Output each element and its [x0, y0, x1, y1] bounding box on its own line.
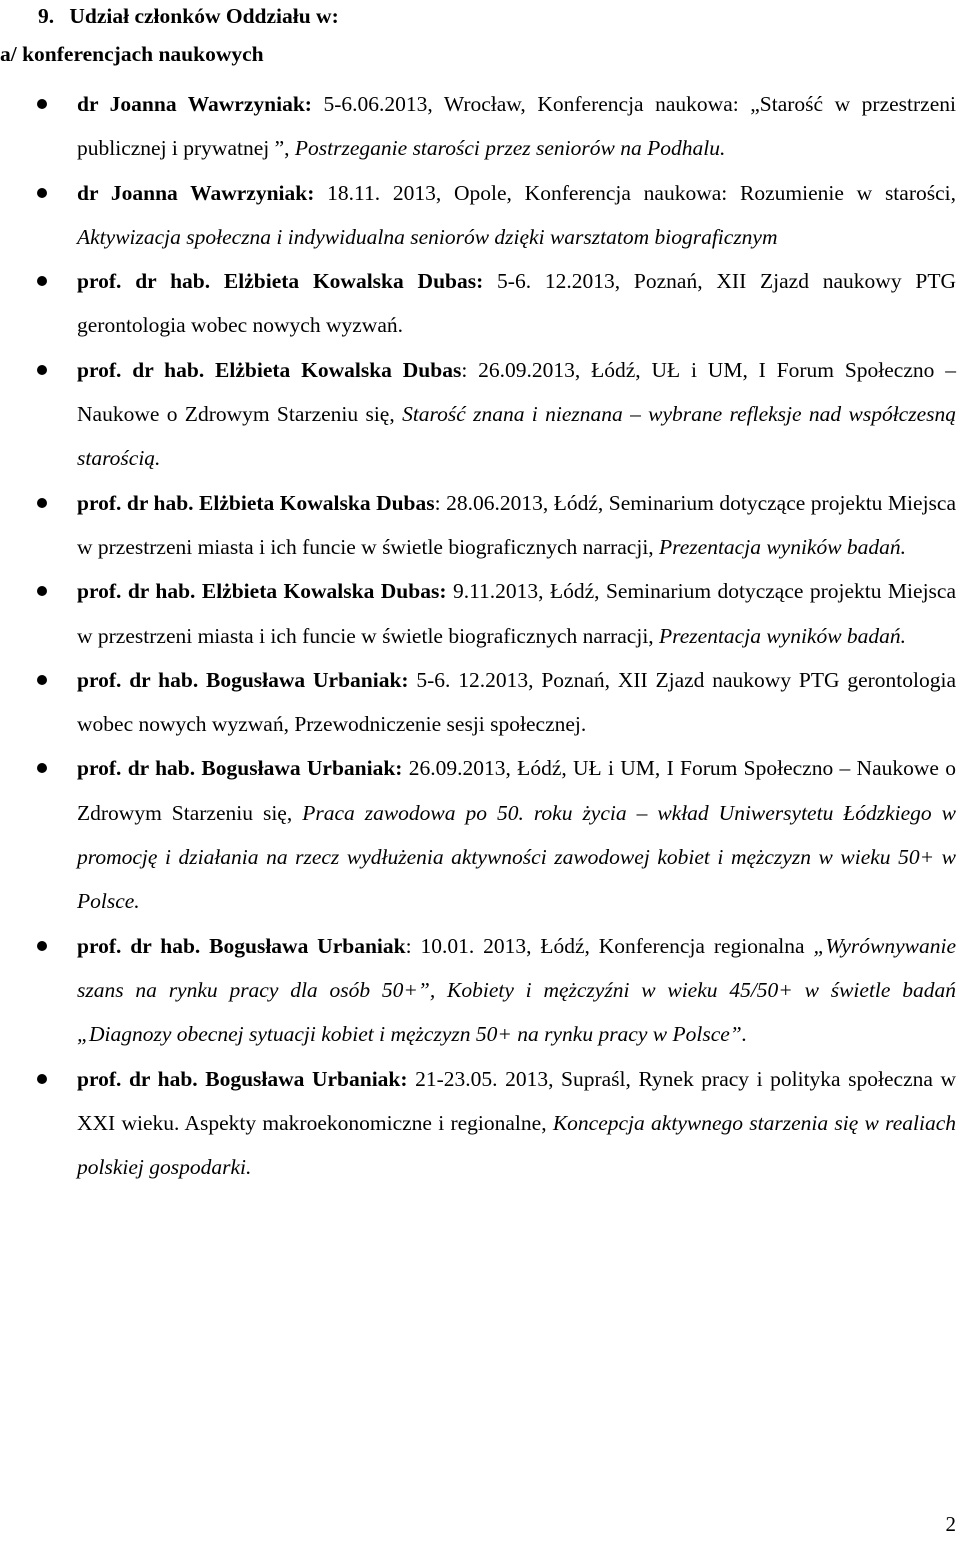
list-item: [0, 82, 956, 171]
list-item: [0, 746, 956, 923]
list-item: [0, 481, 956, 570]
subsection-heading: a/ konferencjach naukowych: [0, 42, 264, 66]
list-item: [0, 569, 956, 658]
entry-text: : 28.06.2013, Łódź, Seminarium dotyczące projektu Miejsca w przestrzeni miasta i ich funcie w świetle biograficznych narracji,: [77, 490, 956, 559]
entry-title: Prezentacja wyników badań.: [659, 534, 907, 559]
bullet-icon: [37, 763, 47, 773]
entry-author: prof. dr hab. Elżbieta Kowalska Dubas: [77, 357, 462, 382]
entry-author: dr Joanna Wawrzyniak:: [77, 92, 312, 116]
entry-title: Koncepcja aktywnego starzenia się w realiach polskiej gospodarki.: [77, 1110, 956, 1180]
bullet-icon: [37, 498, 47, 508]
list-item: [0, 1057, 956, 1190]
bullet-icon: [37, 188, 47, 198]
bullet-icon: [37, 1074, 47, 1084]
entry-text: 26.09.2013, Łódź, UŁ i UM, I Forum Społeczno – Naukowe o Zdrowym Starzeniu się,: [77, 756, 956, 825]
entry-text: 21-23.05. 2013, Supraśl, Rynek pracy i polityka społeczna w XXI wieku. Aspekty makroekonomiczne i regionalne,: [77, 1066, 956, 1135]
entry-author: prof. dr hab. Elżbieta Kowalska Dubas: [77, 490, 435, 515]
bullet-icon: [37, 586, 47, 596]
entry-text: 9.11.2013, Łódź, Seminarium dotyczące projektu Miejsca w przestrzeni miasta i ich funcie w świetle biograficznych narracji,: [77, 579, 956, 648]
entry-author: prof. dr hab. Elżbieta Kowalska Dubas:: [77, 579, 447, 604]
page-number: 2: [945, 1512, 956, 1536]
list-item: [0, 658, 956, 747]
bullet-icon: [37, 675, 47, 685]
entry-title: Postrzeganie starości przez seniorów na Podhalu.: [294, 136, 726, 161]
list-item: [0, 171, 956, 260]
entry-title: Praca zawodowa po 50. roku życia – wkład Uniwersytetu Łódzkiego w promocję i działania na rzecz wydłużenia aktywności zawodowej kobiet i mężczyzn w wieku 50+ w Polsce.: [77, 800, 957, 914]
entry-text: : 26.09.2013, Łódź, UŁ i UM, I Forum Społeczno – Naukowe o Zdrowym Starzeniu się,: [77, 357, 956, 427]
entry-title: „Wyrównywanie szans na rynku pracy dla osób 50+”, Kobiety i mężczyźni w wieku 45/50+ w świetle badań „Diagnozy obecnej sytuacji kobiet i mężczyzn 50+ na rynku pracy w Polsce”.: [77, 933, 956, 1047]
entry-text: 5-6.06.2013, Wrocław, Konferencja naukowa: „Starość w przestrzeni publicznej i prywatnej ”,: [77, 92, 956, 161]
entry-title: Aktywizacja społeczna i indywidualna seniorów dzięki warsztatom biograficznym: [77, 224, 778, 249]
entry-author: prof. dr hab. Bogusława Urbaniak:: [77, 756, 403, 781]
entry-author: prof. dr hab. Bogusława Urbaniak:: [77, 667, 409, 692]
bullet-icon: [37, 941, 47, 951]
entry-author: dr Joanna Wawrzyniak:: [77, 180, 315, 205]
conference-list: [0, 82, 956, 1189]
entry-text: 5-6. 12.2013, Poznań, XII Zjazd naukowy PTG gerontologia wobec nowych wyzwań, Przewodniczenie sesji społecznej.: [77, 667, 956, 737]
entry-author: prof. dr hab. Elżbieta Kowalska Dubas:: [77, 269, 484, 294]
section-number: 9.: [38, 4, 55, 28]
list-item: [0, 924, 956, 1057]
bullet-icon: [37, 365, 47, 375]
entry-text: : 10.01. 2013, Łódź, Konferencja regionalna: [405, 933, 814, 958]
section-heading: [38, 4, 339, 28]
bullet-icon: [37, 99, 47, 109]
section-title: Udział członków Oddziału w:: [69, 4, 339, 28]
entry-text: 5-6. 12.2013, Poznań, XII Zjazd naukowy PTG gerontologia wobec nowych wyzwań.: [77, 269, 956, 338]
bullet-icon: [37, 276, 47, 286]
entry-author: prof. dr hab. Bogusława Urbaniak: [77, 933, 406, 958]
entry-title: Starość znana i nieznana – wybrane refleksje nad współczesną starością.: [77, 402, 956, 471]
entry-text: 18.11. 2013, Opole, Konferencja naukowa: Rozumienie w starości,: [314, 180, 956, 205]
entry-title: Prezentacja wyników badań.: [659, 623, 907, 648]
list-item: [0, 259, 956, 348]
entry-author: prof. dr hab. Bogusława Urbaniak:: [77, 1066, 408, 1091]
list-item: [0, 348, 956, 481]
